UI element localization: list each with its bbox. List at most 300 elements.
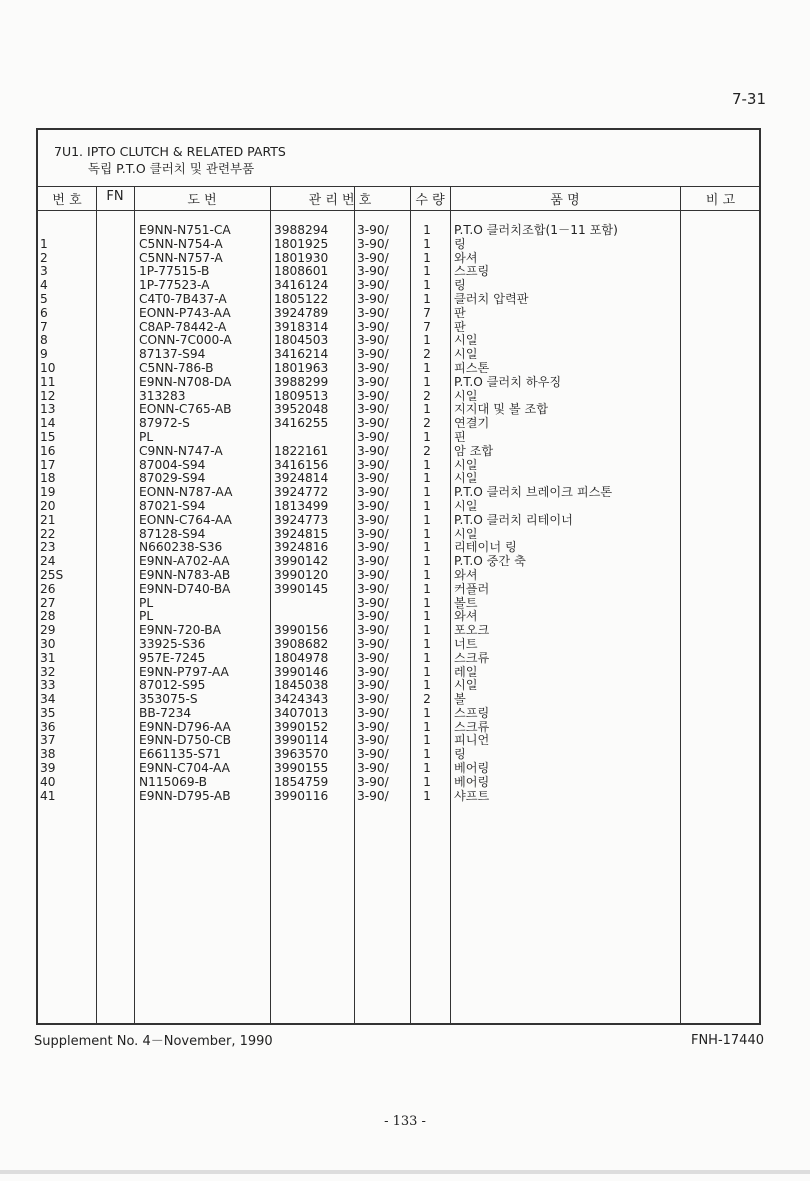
management-number: 1801930: [274, 250, 329, 265]
revision-date: 3-90/: [357, 692, 389, 707]
table-row: [38, 293, 759, 307]
quantity: 7: [423, 305, 431, 320]
part-number: E9NN-N708-DA: [139, 374, 232, 389]
table-row: [38, 500, 759, 514]
part-name: 베어링: [454, 774, 490, 789]
management-number: 3988294: [274, 223, 329, 237]
quantity: 1: [423, 761, 431, 776]
part-name: P.T.O 클러치 하우징: [454, 374, 562, 389]
part-name: 포오크: [454, 623, 490, 638]
item-number: 1: [40, 236, 48, 251]
part-number: N115069-B: [139, 774, 207, 789]
quantity: 1: [423, 567, 431, 582]
revision-date: 3-90/: [357, 719, 389, 734]
item-number: 32: [40, 664, 56, 679]
table-row: [38, 514, 759, 528]
revision-date: 3-90/: [357, 664, 389, 679]
part-number: C9NN-N747-A: [139, 443, 223, 458]
management-number: 3990146: [274, 664, 329, 679]
management-number: 3990142: [274, 554, 329, 569]
part-name: 링: [454, 236, 466, 251]
item-number: 14: [40, 416, 56, 431]
item-number: 28: [40, 609, 56, 624]
part-number: E9NN-D750-CB: [139, 733, 232, 748]
table-row: [38, 597, 759, 611]
item-number: 6: [40, 305, 48, 320]
item-number: 27: [40, 595, 56, 610]
revision-date: 3-90/: [357, 333, 389, 348]
part-name: 너트: [454, 636, 478, 651]
item-number: 34: [40, 692, 56, 707]
management-number: 1822161: [274, 443, 329, 458]
table-row: [38, 486, 759, 500]
part-number: C8AP-78442-A: [139, 319, 227, 334]
revision-date: 3-90/: [357, 498, 389, 513]
part-name: 샤프트: [454, 788, 490, 803]
title-korean: 독립 P.T.O 클러치 및 관련부품: [88, 161, 255, 176]
item-number: 3: [40, 264, 48, 279]
revision-date: 3-90/: [357, 305, 389, 320]
revision-date: 3-90/: [357, 540, 389, 555]
item-number: 12: [40, 388, 56, 403]
item-number: 18: [40, 471, 56, 486]
part-number: BB-7234: [139, 705, 192, 720]
supplement-note: Supplement No. 4－November, 1990: [34, 1034, 273, 1049]
revision-date: 3-90/: [357, 360, 389, 375]
item-number: 23: [40, 540, 56, 555]
revision-date: 3-90/: [357, 554, 389, 569]
item-number: 26: [40, 581, 56, 596]
header-fn: FN: [106, 189, 124, 204]
part-name: 스프링: [454, 705, 490, 720]
part-number: EONN-P743-AA: [139, 305, 231, 320]
item-number: 5: [40, 291, 48, 306]
part-number: N660238-S36: [139, 540, 223, 555]
part-name: 피니언: [454, 733, 490, 748]
revision-date: 3-90/: [357, 678, 389, 693]
revision-date: 3-90/: [357, 374, 389, 389]
part-name: 리테이너 링: [454, 540, 517, 555]
part-name: 피스톤: [454, 360, 490, 375]
item-number: 15: [40, 429, 56, 444]
item-number: 2: [40, 250, 48, 265]
part-number: E9NN-720-BA: [139, 623, 222, 638]
revision-date: 3-90/: [357, 623, 389, 638]
revision-date: 3-90/: [357, 733, 389, 748]
revision-date: 3-90/: [357, 457, 389, 472]
quantity: 1: [423, 623, 431, 638]
part-name: 베어링: [454, 761, 490, 776]
table-row: [38, 472, 759, 486]
revision-date: 3-90/: [357, 581, 389, 596]
part-name: 핀: [454, 429, 466, 444]
quantity: 1: [423, 223, 431, 237]
part-number: PL: [139, 429, 154, 444]
table-row: [38, 376, 759, 390]
item-number: 41: [40, 788, 56, 803]
item-number: 35: [40, 705, 56, 720]
management-number: 1804503: [274, 333, 329, 348]
table-title: [38, 130, 759, 187]
table-row: [38, 610, 759, 624]
quantity: 1: [423, 788, 431, 803]
part-name: 링: [454, 278, 466, 293]
quantity: 1: [423, 471, 431, 486]
part-number: 313283: [139, 388, 186, 403]
quantity: 1: [423, 498, 431, 513]
revision-date: 3-90/: [357, 264, 389, 279]
item-number: 13: [40, 402, 56, 417]
management-number: 1804978: [274, 650, 329, 665]
table-row: [38, 390, 759, 404]
item-number: 16: [40, 443, 56, 458]
management-number: 3952048: [274, 402, 329, 417]
quantity: 1: [423, 650, 431, 665]
table-row: [38, 762, 759, 776]
management-number: 3908682: [274, 636, 329, 651]
quantity: 1: [423, 374, 431, 389]
revision-date: 3-90/: [357, 512, 389, 527]
quantity: 1: [423, 264, 431, 279]
quantity: 1: [423, 333, 431, 348]
part-number: EONN-C764-AA: [139, 512, 232, 527]
item-number: 20: [40, 498, 56, 513]
scan-edge: [0, 1170, 810, 1174]
management-number: 3990116: [274, 788, 329, 803]
quantity: 2: [423, 443, 431, 458]
revision-date: 3-90/: [357, 250, 389, 265]
item-number: 10: [40, 360, 56, 375]
table-row: [38, 265, 759, 279]
table-row: [38, 403, 759, 417]
item-number: 24: [40, 554, 56, 569]
table-row: [38, 362, 759, 376]
revision-date: 3-90/: [357, 595, 389, 610]
item-number: 19: [40, 485, 56, 500]
revision-date: 3-90/: [357, 429, 389, 444]
item-number: 33: [40, 678, 56, 693]
table-body: [38, 224, 759, 803]
management-number: 3990152: [274, 719, 329, 734]
management-number: 3407013: [274, 705, 329, 720]
quantity: 1: [423, 733, 431, 748]
part-name: 시일: [454, 678, 478, 693]
table-row: [38, 652, 759, 666]
revision-date: 3-90/: [357, 526, 389, 541]
revision-date: 3-90/: [357, 761, 389, 776]
management-number: 1854759: [274, 774, 329, 789]
revision-date: 3-90/: [357, 471, 389, 486]
item-number: 8: [40, 333, 48, 348]
management-number: 3988299: [274, 374, 329, 389]
management-number: 1808601: [274, 264, 329, 279]
part-number: E9NN-D740-BA: [139, 581, 231, 596]
management-number: 3924816: [274, 540, 329, 555]
table-row: [38, 748, 759, 762]
page-number: 7-31: [731, 90, 766, 108]
revision-date: 3-90/: [357, 388, 389, 403]
item-number: 4: [40, 278, 48, 293]
part-name: 시일: [454, 388, 478, 403]
item-number: 22: [40, 526, 56, 541]
management-number: 1801925: [274, 236, 329, 251]
part-number: 353075-S: [139, 692, 198, 707]
part-name: 시일: [454, 471, 478, 486]
quantity: 1: [423, 774, 431, 789]
part-name: P.T.O 클러치 리테이너: [454, 512, 573, 527]
header-part-number: 도 번: [187, 193, 217, 208]
management-number: 3990145: [274, 581, 329, 596]
part-number: E9NN-D796-AA: [139, 719, 231, 734]
part-name: P.T.O 클러치 브레이크 피스톤: [454, 485, 613, 500]
table-row: [38, 666, 759, 680]
table-row: [38, 307, 759, 321]
part-name: 레일: [454, 664, 478, 679]
management-number: 3416156: [274, 457, 329, 472]
table-row: [38, 348, 759, 362]
part-number: 957E-7245: [139, 650, 206, 665]
revision-date: 3-90/: [357, 747, 389, 762]
table-row: [38, 238, 759, 252]
item-number: 9: [40, 347, 48, 362]
revision-date: 3-90/: [357, 291, 389, 306]
quantity: 1: [423, 457, 431, 472]
part-name: 커플러: [454, 581, 490, 596]
part-name: 클러치 압력판: [454, 291, 529, 306]
part-number: 87029-S94: [139, 471, 206, 486]
part-number: 87128-S94: [139, 526, 206, 541]
management-number: 3416214: [274, 347, 329, 362]
table-row: [38, 734, 759, 748]
part-number: E9NN-A702-AA: [139, 554, 230, 569]
management-number: 3924815: [274, 526, 329, 541]
quantity: 1: [423, 705, 431, 720]
part-number: E9NN-P797-AA: [139, 664, 229, 679]
part-number: C4T0-7B437-A: [139, 291, 227, 306]
part-name: 지지대 및 볼 조합: [454, 402, 549, 417]
management-number: 3963570: [274, 747, 329, 762]
management-number: 3416124: [274, 278, 329, 293]
quantity: 1: [423, 278, 431, 293]
part-name: 와셔: [454, 609, 478, 624]
management-number: 1805122: [274, 291, 329, 306]
revision-date: 3-90/: [357, 319, 389, 334]
part-number: C5NN-N754-A: [139, 236, 223, 251]
item-number: 38: [40, 747, 56, 762]
table-row: [38, 679, 759, 693]
revision-date: 3-90/: [357, 278, 389, 293]
item-number: 29: [40, 623, 56, 638]
quantity: 1: [423, 609, 431, 624]
revision-date: 3-90/: [357, 416, 389, 431]
item-number: 39: [40, 761, 56, 776]
table-row: [38, 721, 759, 735]
part-number: 1P-77515-B: [139, 264, 210, 279]
table-row: [38, 693, 759, 707]
management-number: 3924814: [274, 471, 329, 486]
part-name: 시일: [454, 457, 478, 472]
page-footer-number: - 133 -: [384, 1114, 426, 1129]
part-name: 볼트: [454, 595, 478, 610]
part-number: C5NN-786-B: [139, 360, 214, 375]
table-row: [38, 445, 759, 459]
quantity: 2: [423, 388, 431, 403]
quantity: 1: [423, 236, 431, 251]
table-row: [38, 417, 759, 431]
part-name: 스크류: [454, 719, 490, 734]
quantity: 1: [423, 636, 431, 651]
management-number: 3990120: [274, 567, 329, 582]
item-number: 25S: [40, 567, 64, 582]
item-number: 7: [40, 319, 48, 334]
table-row: [38, 555, 759, 569]
item-number: 21: [40, 512, 56, 527]
quantity: 1: [423, 719, 431, 734]
part-number: E9NN-C704-AA: [139, 761, 231, 776]
part-name: 와셔: [454, 567, 478, 582]
header-row: [38, 186, 759, 211]
part-name: 시일: [454, 498, 478, 513]
item-number: 36: [40, 719, 56, 734]
table-row: [38, 638, 759, 652]
document-code: FNH-17440: [690, 1033, 764, 1048]
part-number: CONN-7C000-A: [139, 333, 232, 348]
item-number: 37: [40, 733, 56, 748]
revision-date: 3-90/: [357, 347, 389, 362]
management-number: 3990156: [274, 623, 329, 638]
item-number: 17: [40, 457, 56, 472]
revision-date: 3-90/: [357, 402, 389, 417]
part-name: 스크류: [454, 650, 490, 665]
table-row: [38, 459, 759, 473]
revision-date: 3-90/: [357, 236, 389, 251]
revision-date: 3-90/: [357, 609, 389, 624]
table-row: [38, 334, 759, 348]
table-row: [38, 528, 759, 542]
table-row: [38, 321, 759, 335]
revision-date: 3-90/: [357, 223, 389, 237]
management-number: 3424343: [274, 692, 329, 707]
table-row: [38, 707, 759, 721]
quantity: 2: [423, 416, 431, 431]
quantity: 1: [423, 664, 431, 679]
quantity: 7: [423, 319, 431, 334]
part-name: 시일: [454, 333, 478, 348]
item-number: 11: [40, 374, 56, 389]
quantity: 1: [423, 540, 431, 555]
revision-date: 3-90/: [357, 485, 389, 500]
header-quantity: 수 량: [415, 193, 445, 208]
table-row: [38, 790, 759, 804]
management-number: 3924773: [274, 512, 329, 527]
parts-table: [36, 128, 761, 1025]
management-number: 1801963: [274, 360, 329, 375]
quantity: 1: [423, 678, 431, 693]
quantity: 1: [423, 581, 431, 596]
title-english: 7U1. IPTO CLUTCH & RELATED PARTS: [54, 144, 286, 159]
management-number: 1813499: [274, 498, 329, 513]
management-number: 3416255: [274, 416, 329, 431]
item-number: 31: [40, 650, 56, 665]
part-number: E9NN-D795-AB: [139, 788, 231, 803]
part-name: 시일: [454, 526, 478, 541]
part-name: P.T.O 클러치조합(1－11 포함): [454, 223, 618, 237]
quantity: 1: [423, 402, 431, 417]
part-number: E661135-S71: [139, 747, 221, 762]
revision-date: 3-90/: [357, 705, 389, 720]
part-name: 연결기: [454, 416, 490, 431]
header-part-name: 품 명: [550, 193, 580, 208]
management-number: 1845038: [274, 678, 329, 693]
table-row: [38, 252, 759, 266]
part-number: E9NN-N751-CA: [139, 223, 231, 237]
revision-date: 3-90/: [357, 567, 389, 582]
part-number: 87004-S94: [139, 457, 206, 472]
quantity: 1: [423, 485, 431, 500]
quantity: 1: [423, 526, 431, 541]
part-name: 암 조합: [454, 443, 494, 458]
table-row: [38, 569, 759, 583]
quantity: 2: [423, 347, 431, 362]
part-number: 1P-77523-A: [139, 278, 210, 293]
quantity: 2: [423, 692, 431, 707]
revision-date: 3-90/: [357, 443, 389, 458]
part-number: EONN-N787-AA: [139, 485, 233, 500]
quantity: 1: [423, 554, 431, 569]
part-number: 87972-S: [139, 416, 190, 431]
part-number: C5NN-N757-A: [139, 250, 223, 265]
header-remark: 비 고: [705, 193, 736, 208]
table-row: [38, 279, 759, 293]
item-number: 30: [40, 636, 56, 651]
management-number: 1809513: [274, 388, 329, 403]
item-number: 40: [40, 774, 56, 789]
management-number: 3918314: [274, 319, 329, 334]
quantity: 1: [423, 360, 431, 375]
table-row: [38, 541, 759, 555]
part-number: E9NN-N783-AB: [139, 567, 231, 582]
part-name: 볼: [454, 692, 466, 707]
part-number: 33925-S36: [139, 636, 206, 651]
header-management-number: 관 리 번 호: [308, 193, 372, 208]
part-number: 87021-S94: [139, 498, 206, 513]
table-row: [38, 224, 759, 238]
management-number: 3990114: [274, 733, 329, 748]
table-row: [38, 431, 759, 445]
quantity: 1: [423, 429, 431, 444]
part-name: 판: [454, 305, 466, 320]
revision-date: 3-90/: [357, 774, 389, 789]
quantity: 1: [423, 595, 431, 610]
quantity: 1: [423, 291, 431, 306]
part-name: 스프링: [454, 264, 490, 279]
header-no: 번 호: [52, 193, 82, 208]
part-name: 링: [454, 747, 466, 762]
part-number: 87012-S95: [139, 678, 206, 693]
management-number: 3924772: [274, 485, 329, 500]
part-name: 와셔: [454, 250, 478, 265]
table-row: [38, 583, 759, 597]
table-row: [38, 776, 759, 790]
part-name: 판: [454, 319, 466, 334]
quantity: 1: [423, 250, 431, 265]
quantity: 1: [423, 747, 431, 762]
part-number: PL: [139, 609, 154, 624]
quantity: 1: [423, 512, 431, 527]
part-number: PL: [139, 595, 154, 610]
revision-date: 3-90/: [357, 788, 389, 803]
management-number: 3990155: [274, 761, 329, 776]
